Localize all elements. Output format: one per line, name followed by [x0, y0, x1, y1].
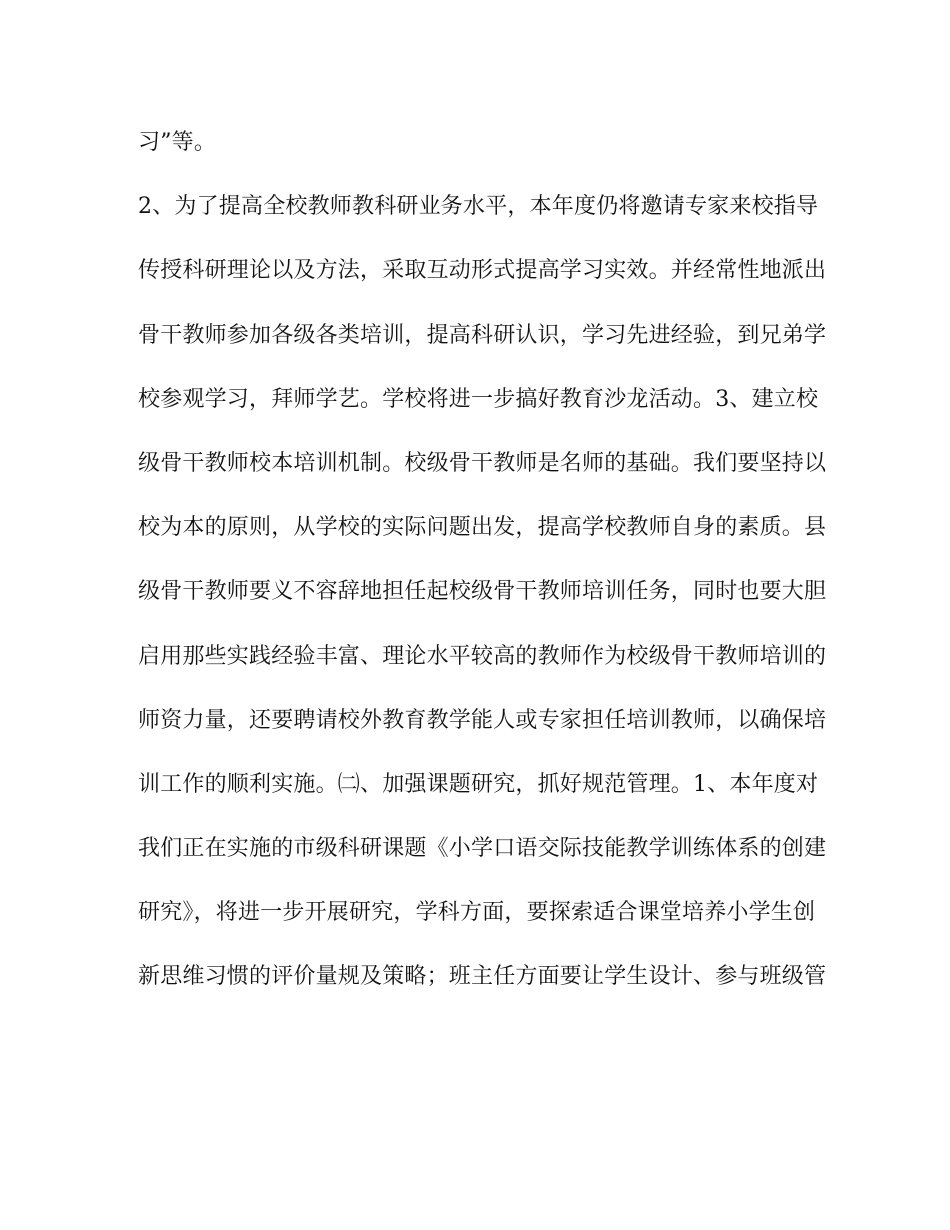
text-line: 训工作的顺利实施。㈡、加强课题研究，抓好规范管理。1、本年度对 — [138, 771, 819, 797]
body-text — [138, 124, 828, 1023]
text-line: 我们正在实施的市级科研课题《小学口语交际技能教学训练体系的创建 — [138, 836, 827, 862]
text-line: 师资力量，还要聘请校外教育教学能人或专家担任培训教师，以确保培 — [138, 707, 827, 733]
text-line: 级骨干教师校本培训机制。校级骨干教师是名师的基础。我们要坚持以 — [138, 450, 827, 476]
text-line: 级骨干教师要义不容辞地担任起校级骨干教师培训任务，同时也要大胆 — [138, 579, 827, 605]
text-line: 新思维习惯的评价量规及策略；班主任方面要让学生设计、参与班级管 — [138, 964, 827, 990]
text-line: 传授科研理论以及方法，采取互动形式提高学习实效。并经常性地派出 — [138, 258, 827, 284]
text-line: 2、为了提高全校教师教科研业务水平，本年度仍将邀请专家来校指导 — [138, 194, 819, 220]
text-line: 校参观学习，拜师学艺。学校将进一步搞好教育沙龙活动。3、建立校 — [138, 386, 819, 412]
text-line: 启用那些实践经验丰富、理论水平较高的教师作为校级骨干教师培训的 — [138, 643, 827, 669]
text-line: 习”等。 — [138, 130, 217, 155]
text-line: 校为本的原则，从学校的实际问题出发，提高学校教师自身的素质。县 — [138, 515, 827, 541]
text-line: 骨干教师参加各级各类培训，提高科研认识，学习先进经验，到兄弟学 — [138, 322, 827, 348]
text-line: 研究》，将进一步开展研究，学科方面，要探索适合课堂培养小学生创 — [138, 900, 816, 926]
